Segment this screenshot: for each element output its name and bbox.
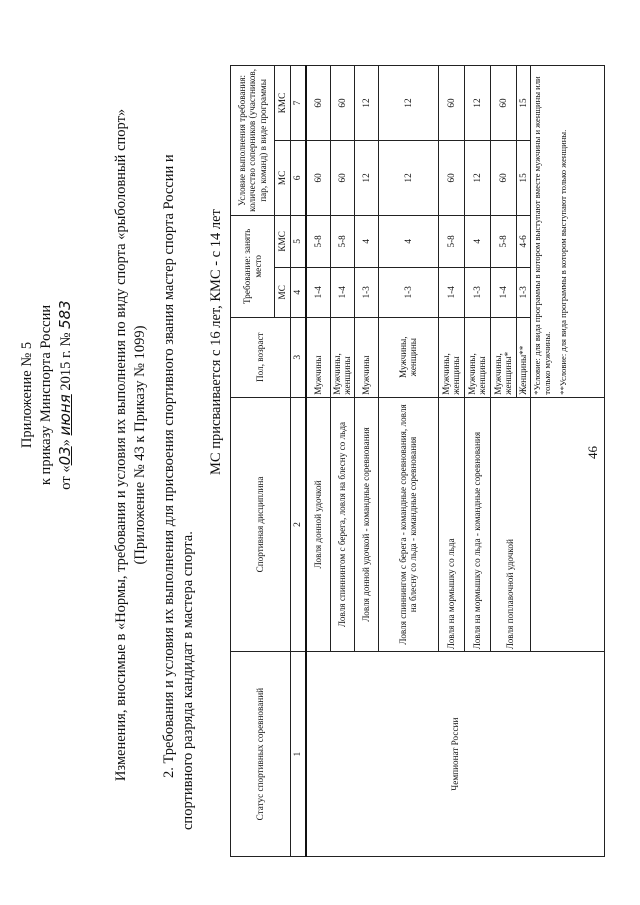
- header-gender: Пол, возраст: [231, 317, 291, 397]
- ms-place-cell: 1-3: [378, 267, 438, 317]
- footnotes: [530, 66, 604, 398]
- gender-cell: Мужчины, женщины*: [490, 317, 516, 397]
- col-number: 3: [291, 317, 307, 397]
- discipline-cell: Ловля донной удочкой - командные соревнования: [354, 397, 378, 652]
- col-number: 2: [291, 397, 307, 652]
- discipline-cell: Ловля на мормышку со льда - командные соревнования: [464, 397, 490, 652]
- ms-place-cell: 1-4: [490, 267, 516, 317]
- kms-count-cell: 60: [306, 66, 330, 141]
- kms-count-cell: 12: [464, 66, 490, 141]
- discipline-cell: Ловля спиннингом с берега - командные соревнования, ловля на блесну со льда - командные соревнования: [378, 397, 438, 652]
- date-day: 03: [56, 446, 74, 466]
- header-place-requirement: Требование: занять место: [231, 215, 275, 317]
- order-number: 583: [56, 300, 74, 329]
- page-number: 46: [585, 446, 600, 459]
- ms-count-cell: 12: [464, 140, 490, 215]
- kms-place-cell: 4: [464, 215, 490, 267]
- date-prefix: от «: [58, 465, 74, 490]
- ms-place-cell: 1-4: [306, 267, 330, 317]
- kms-count-cell: 60: [438, 66, 464, 141]
- intro-heading: [112, 100, 150, 790]
- gender-cell: Мужчины, женщины: [330, 317, 354, 397]
- gender-cell: Мужчины, женщины: [464, 317, 490, 397]
- discipline-cell: Ловля на мормышку со льда: [438, 397, 464, 652]
- kms-place-cell: 4-6: [516, 215, 530, 267]
- appendix-block: [18, 235, 76, 555]
- header-discipline: Спортивная дисциплина: [231, 397, 291, 652]
- kms-count-cell: 12: [354, 66, 378, 141]
- header-condition: Условие выполнения требования: количество соперников (участников, пар, команд) в виде программы: [231, 66, 275, 216]
- discipline-cell: Ловля поплавочной удочкой: [490, 397, 530, 652]
- kms-count-cell: 12: [378, 66, 438, 141]
- gender-cell: Мужчины, женщины: [438, 317, 464, 397]
- ms-count-cell: 12: [378, 140, 438, 215]
- header-kms-count: КМС: [275, 66, 291, 141]
- section-heading: [160, 70, 198, 830]
- kms-place-cell: 5-8: [438, 215, 464, 267]
- kms-place-cell: 4: [354, 215, 378, 267]
- kms-place-cell: 5-8: [330, 215, 354, 267]
- header-kms-place: КМС: [275, 215, 291, 267]
- gender-cell: Мужчины, женщины: [378, 317, 438, 397]
- appendix-title: Приложение № 5: [19, 341, 35, 449]
- ms-count-cell: 60: [490, 140, 516, 215]
- ms-place-cell: 1-4: [438, 267, 464, 317]
- ms-place-cell: 1-4: [330, 267, 354, 317]
- status-cell: Чемпионат России: [306, 652, 604, 857]
- age-note: МС присваивается с 16 лет, КМС - с 14 лет: [208, 209, 224, 475]
- ms-place-cell: 1-3: [354, 267, 378, 317]
- col-number: 1: [291, 652, 307, 857]
- ms-count-cell: 12: [354, 140, 378, 215]
- kms-place-cell: 5-8: [306, 215, 330, 267]
- col-number: 6: [291, 140, 307, 215]
- intro-line-2: (Приложение № 43 к Приказу № 1099): [132, 325, 148, 565]
- kms-count-cell: 60: [330, 66, 354, 141]
- date-month: июня: [56, 394, 74, 436]
- kms-count-cell: 15: [516, 66, 530, 141]
- section-line-1: 2. Требования и условия их выполнения для присвоения спортивного звания мастер спорта России и: [161, 154, 177, 778]
- kms-place-cell: 4: [378, 215, 438, 267]
- ms-count-cell: 15: [516, 140, 530, 215]
- gender-cell: Женщины**: [516, 317, 530, 397]
- col-number: 4: [291, 267, 307, 317]
- date-mid: »: [58, 435, 74, 447]
- gender-cell: Мужчины: [306, 317, 330, 397]
- ms-place-cell: 1-3: [464, 267, 490, 317]
- kms-place-cell: 5-8: [490, 215, 516, 267]
- col-number: 7: [291, 66, 307, 141]
- discipline-cell: Ловля спиннингом с берега, ловля на блесну со льда: [330, 397, 354, 652]
- ms-count-cell: 60: [438, 140, 464, 215]
- date-year: 2015 г. №: [58, 332, 74, 395]
- appendix-date-line: [56, 235, 76, 555]
- kms-count-cell: 60: [490, 66, 516, 141]
- intro-line-1: Изменения, вносимые в «Нормы, требования и условия их выполнения по виду спорта «рыболовный спорт»: [113, 108, 129, 782]
- header-ms-place: МС: [275, 267, 291, 317]
- header-status: Статус спортивных соревнований: [231, 652, 291, 857]
- requirements-table: [230, 65, 605, 857]
- header-ms-count: МС: [275, 140, 291, 215]
- discipline-cell: Ловля донной удочкой: [306, 397, 330, 652]
- gender-cell: Мужчины: [354, 317, 378, 397]
- ms-place-cell: 1-3: [516, 267, 530, 317]
- footnote-1: *Условие: для вида программы в котором выступают вместе мужчины и женщины или только мужчины.: [531, 76, 552, 395]
- ms-count-cell: 60: [330, 140, 354, 215]
- ms-count-cell: 60: [306, 140, 330, 215]
- footnote-2: **Условие: для вида программы в котором выступают только женщины.: [557, 129, 568, 395]
- appendix-order: к приказу Минспорта России: [38, 304, 54, 486]
- section-line-2: спортивного разряда кандидат в мастера спорта.: [180, 531, 196, 830]
- col-number: 5: [291, 215, 307, 267]
